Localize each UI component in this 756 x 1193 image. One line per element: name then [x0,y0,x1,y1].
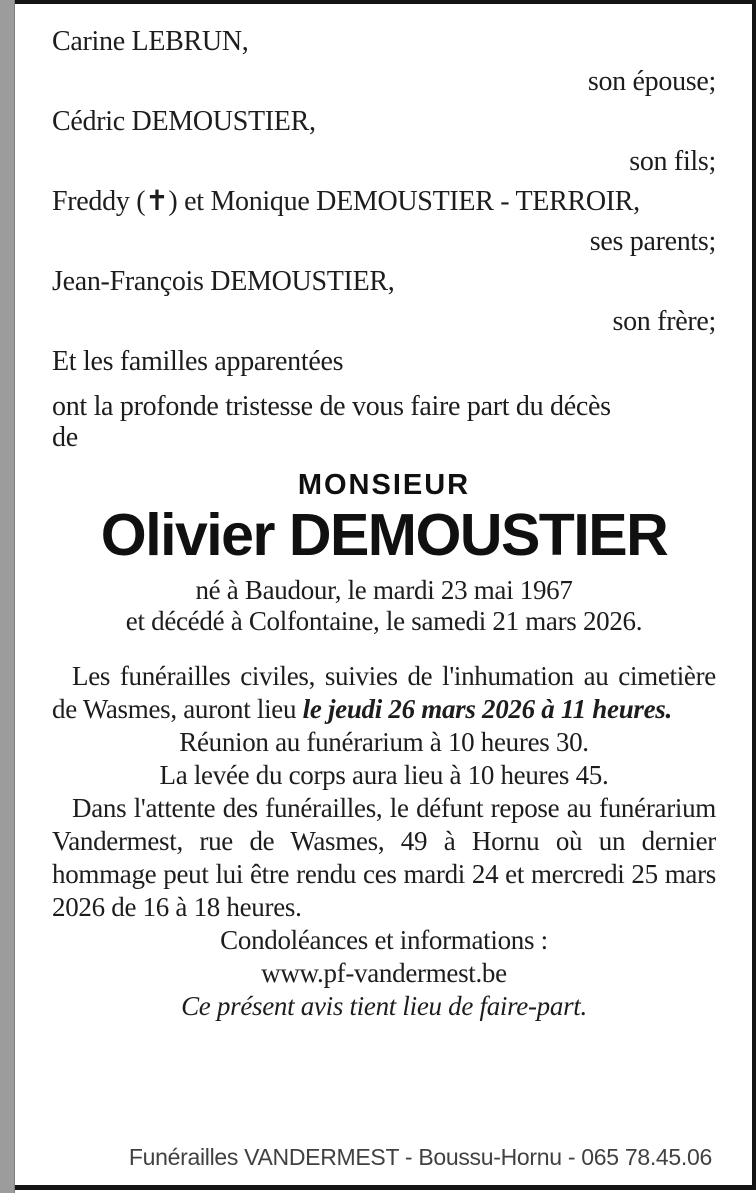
death-line: et décédé à Colfontaine, le samedi 21 mars 2026. [125,606,643,636]
obituary-notice [15,0,756,1190]
relative-relation: son fils; [629,146,716,177]
website-line: www.pf-vandermest.be [261,958,507,988]
repose-paragraph: Dans l'attente des funérailles, le défunt repose au funérarium Vandermest, rue de Wasmes, 49 à Hornu où un dernier hommage peut lui être rendu ces mardi 24 et mercredi 25 mars 2026 de 16 à 18 heures. [52,793,716,922]
relative-name: Freddy (✝) et Monique DEMOUSTIER - TERROIR, [52,186,640,217]
birth-line: né à Baudour, le mardi 23 mai 1967 [195,575,573,605]
intro-line-1: ont la profonde tristesse de vous faire part du décès [52,391,611,422]
levee-line: La levée du corps aura lieu à 10 heures 45. [159,760,609,790]
funeral-home-footer: Funérailles VANDERMEST - Boussu-Hornu - 065 78.45.06 [128,1144,712,1170]
scan-edge-stripe [0,0,15,1193]
meeting-line: Réunion au funérarium à 10 heures 30. [179,727,589,757]
relative-relation: ses parents; [589,226,716,257]
intro-line-2: de [52,422,78,453]
relative-relation: son frère; [612,306,716,337]
funeral-text: Les funérailles civiles, suivies de l'inhumation au cimetière de Wasmes, auront lieu [52,661,716,724]
relative-name: Carine LEBRUN, [52,26,249,57]
funeral-date: le jeudi 26 mars 2026 à 11 heures. [302,694,672,724]
relative-name: Cédric DEMOUSTIER, [52,106,316,137]
relative-relation: son épouse; [587,66,716,97]
condolences-line: Condoléances et informations : [220,925,548,955]
deceased-name: Olivier DEMOUSTIER [100,502,668,568]
intro-paragraph [52,391,716,453]
families-line: Et les familles apparentées [52,346,344,377]
civility-title: MONSIEUR [297,469,471,501]
family-list [52,22,716,382]
birth-death-block [52,575,716,637]
funeral-paragraph [52,660,716,726]
relative-name: Jean-François DEMOUSTIER, [52,266,395,297]
faire-part-line: Ce présent avis tient lieu de faire-part. [181,991,587,1021]
